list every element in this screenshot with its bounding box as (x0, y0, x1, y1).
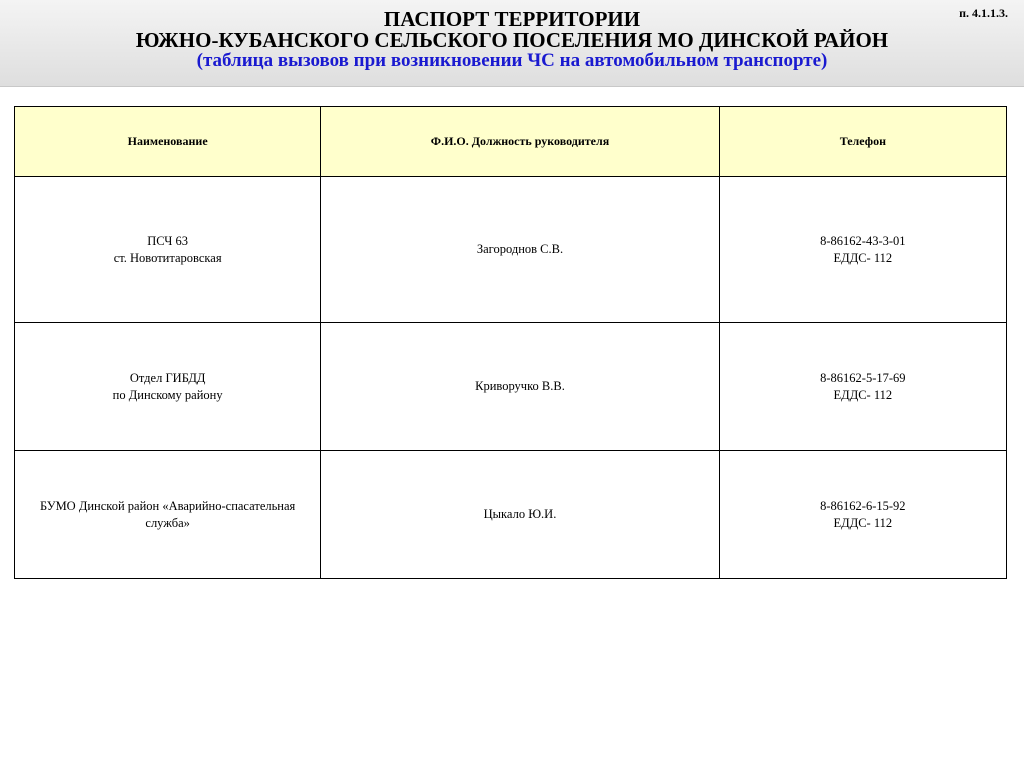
column-header-name: Наименование (15, 107, 321, 177)
organization-cell (15, 177, 321, 323)
column-header-head: Ф.И.О. Должность руководителя (321, 107, 719, 177)
table-row (15, 451, 1007, 579)
page-title-settlement: ЮЖНО-КУБАНСКОГО СЕЛЬСКОГО ПОСЕЛЕНИЯ МО ДИНСКОЙ РАЙОН (135, 28, 889, 52)
organization-location: по Динскому району (112, 387, 223, 402)
organization-location: служба» (145, 515, 190, 530)
organization-name: Отдел ГИБДД (129, 370, 206, 385)
organization-cell (15, 451, 321, 579)
section-reference: п. 4.1.1.3. (959, 6, 1008, 20)
phone-cell (719, 451, 1006, 579)
phone-cell (719, 177, 1006, 323)
phone-cell (719, 323, 1006, 451)
head-cell (321, 323, 719, 451)
organization-location: ст. Новотитаровская (113, 250, 222, 265)
head-name: Цыкало Ю.И. (483, 507, 557, 521)
table-header-row (15, 107, 1007, 177)
table-row (15, 177, 1007, 323)
phone-number: 8-86162-5-17-69 (820, 370, 906, 385)
head-name: Криворучко В.В. (475, 379, 565, 393)
organization-cell (15, 323, 321, 451)
table-row (15, 323, 1007, 451)
page-subtitle: (таблица вызовов при возникновении ЧС на автомобильном транспорте) (196, 50, 828, 71)
emergency-calls-table (14, 106, 1007, 579)
organization-name: ПСЧ 63 (147, 233, 189, 248)
head-cell (321, 451, 719, 579)
phone-edds: ЕДДС- 112 (833, 250, 893, 265)
phone-edds: ЕДДС- 112 (833, 515, 893, 530)
phone-number: 8-86162-43-3-01 (820, 233, 906, 248)
title-banner (0, 0, 1024, 87)
organization-name: БУМО Динской район «Аварийно-спасательная (39, 498, 296, 513)
phone-edds: ЕДДС- 112 (833, 387, 893, 402)
phone-number: 8-86162-6-15-92 (820, 498, 906, 513)
page-title: ПАСПОРТ ТЕРРИТОРИИ (383, 7, 641, 31)
head-cell (321, 177, 719, 323)
head-name: Загороднов С.В. (476, 242, 564, 256)
column-header-phone: Телефон (719, 107, 1006, 177)
